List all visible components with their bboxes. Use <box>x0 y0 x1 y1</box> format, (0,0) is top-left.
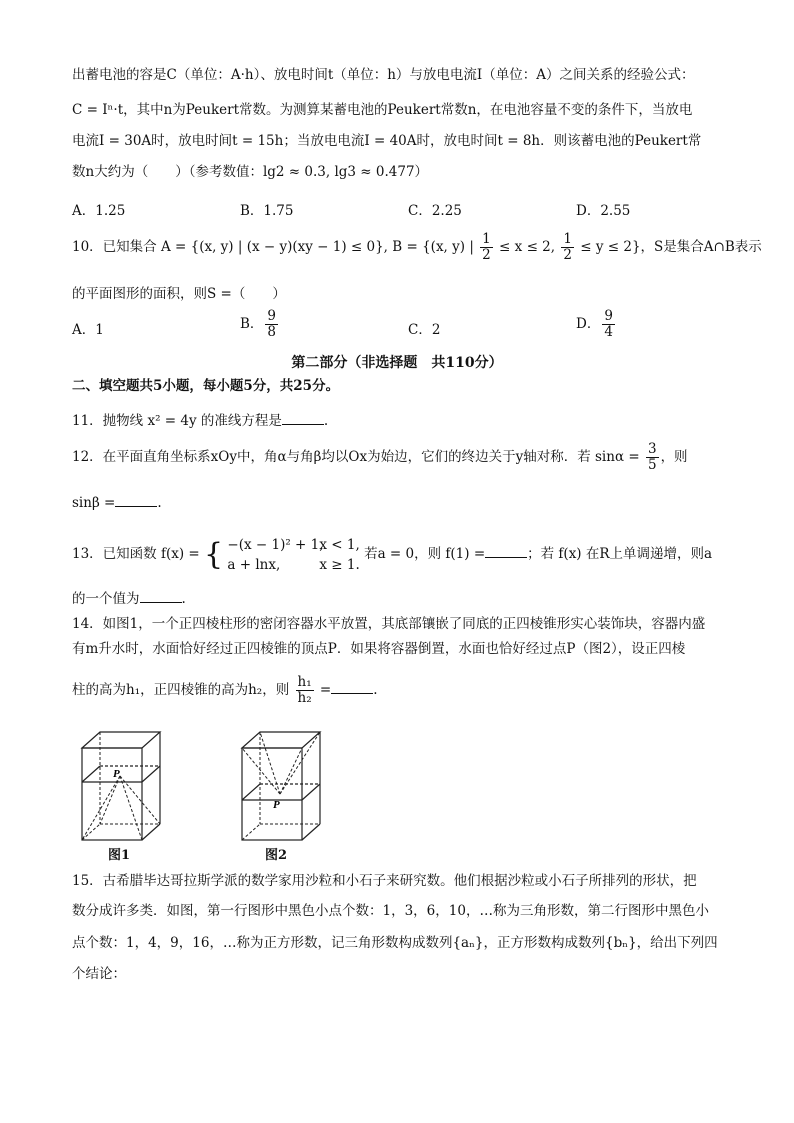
q14-line2: 有m升水时，水面恰好经过正四棱锥的顶点P．如果将容器倒置，水面也恰好经过点P（图2），设正四棱 <box>72 641 686 657</box>
q10-line2: 的平面图形的面积，则S =（ ） <box>72 286 286 302</box>
q15-line4: 个结论： <box>72 966 126 982</box>
fig1-point-label: P <box>113 768 120 780</box>
q10-prefix: 10．已知集合 A = {(x, y) | (x − y)(xy − 1) ≤ 0}, B = {(x, y) | <box>72 239 474 255</box>
fig1-top-face <box>82 732 160 748</box>
q9-option-a[interactable]: A．1.25 <box>72 203 126 219</box>
q12-frac: $\frac{3}{5}$ <box>647 441 657 473</box>
q14-frac: $\frac{\text{h₁}}{\text{h₂}}$ <box>297 674 312 706</box>
figure-1-caption: 图1 <box>108 848 131 863</box>
q13-line1: 13．已知函数 f(x) = { −(x − 1)² + 1,x < 1, a + lnx, x ≥ 1. 若a = 0，则 f(1) = ；若 f(x) 在R上单调递增，则a <box>72 536 713 573</box>
q9-option-b[interactable]: B．1.75 <box>240 203 294 219</box>
q11-answer-blank[interactable] <box>282 412 324 425</box>
q9-line3: 电流I = 30A时，放电时间t = 15h；当放电电流I = 40A时，放电时间t = 8h．则该蓄电池的Peukert常 <box>72 133 702 149</box>
q10-tail: ，S是集合A∩B表示 <box>640 239 762 255</box>
figure-1-prism <box>80 730 162 842</box>
q11: 11．抛物线 x² = 4y 的准线方程是 . <box>72 413 329 429</box>
q14-line1: 14．如图1，一个正四棱柱形的密闭容器水平放置，其底部镶嵌了同底的正四棱锥形实心装饰块，容器内盛 <box>72 616 706 632</box>
q10-suffix: ≤ y ≤ 2} <box>575 239 641 255</box>
q10-mid: ≤ x ≤ 2, <box>494 239 556 255</box>
figure-2-prism-inverted <box>240 730 322 842</box>
q13-answer-blank-1[interactable] <box>485 545 527 558</box>
q9-line4: 数n大约为（ ）（参考数值：lg2 ≈ 0.3, lg3 ≈ 0.477） <box>72 164 429 180</box>
piecewise-brace: { <box>204 536 224 572</box>
q10-frac-y: $\frac{1}{2}$ <box>563 231 572 263</box>
piecewise-cases: −(x − 1)² + 1,x < 1, a + lnx, x ≥ 1. <box>227 536 360 573</box>
q14-answer-blank[interactable] <box>331 681 373 694</box>
q13-line2: 的一个值为 . <box>72 591 186 607</box>
q12-line2: sinβ = . <box>72 495 162 511</box>
q9-line2: C = Iⁿ·t，其中n为Peukert常数。为测算某蓄电池的Peukert常数n，在电池容量不变的条件下，当放电 <box>72 102 693 118</box>
q10-option-a[interactable]: A．1 <box>72 322 104 338</box>
q15-line1: 15．古希腊毕达哥拉斯学派的数学家用沙粒和小石子来研究数。他们根据沙粒或小石子所排列的形状，把 <box>72 873 697 889</box>
q9-option-d[interactable]: D．2.55 <box>576 203 631 219</box>
fig1-front-face <box>82 748 142 840</box>
section2-title: 二、填空题共5小题，每小题5分，共25分。 <box>72 378 340 394</box>
q12-line1: 12．在平面直角坐标系xOy中，角α与角β均以Ox为始边，它们的终边关于y轴对称．若 sinα = $\frac{3}{5}$ ，则 <box>72 441 688 473</box>
q10-option-b[interactable]: B． $\frac{9}{8}$ <box>240 308 277 340</box>
q10-frac-x: $\frac{1}{2}$ <box>482 231 491 263</box>
q10-option-d[interactable]: D． $\frac{9}{4}$ <box>576 308 613 340</box>
part2-title: 第二部分（非选择题 共110分） <box>291 355 503 371</box>
q15-line3: 点个数：1，4，9，16，…称为正方形数，记三角形数构成数列{aₙ}，正方形数构成数列{bₙ}，给出下列四 <box>72 935 718 951</box>
q15-line2: 数分成许多类．如图，第一行图形中黑色小点个数：1，3，6，10，…称为三角形数，第二行图形中黑色小 <box>72 903 709 919</box>
q10-line1 <box>72 232 762 263</box>
q12-answer-blank[interactable] <box>115 494 157 507</box>
fig2-point-label: P <box>273 799 280 811</box>
figure-2-caption: 图2 <box>265 848 288 863</box>
q13-answer-blank-2[interactable] <box>140 590 182 603</box>
q14-line3: 柱的高为h₁，正四棱锥的高为h₂，则 $\frac{\text{h₁}}{\text{h₂}}$ = . <box>72 674 378 706</box>
q9-option-c[interactable]: C．2.25 <box>408 203 462 219</box>
q10-option-c[interactable]: C．2 <box>408 322 441 338</box>
q9-line1: 出蓄电池的容是C（单位：A·h）、放电时间t（单位：h）与放电电流I（单位：A）之间关系的经验公式： <box>72 67 695 83</box>
